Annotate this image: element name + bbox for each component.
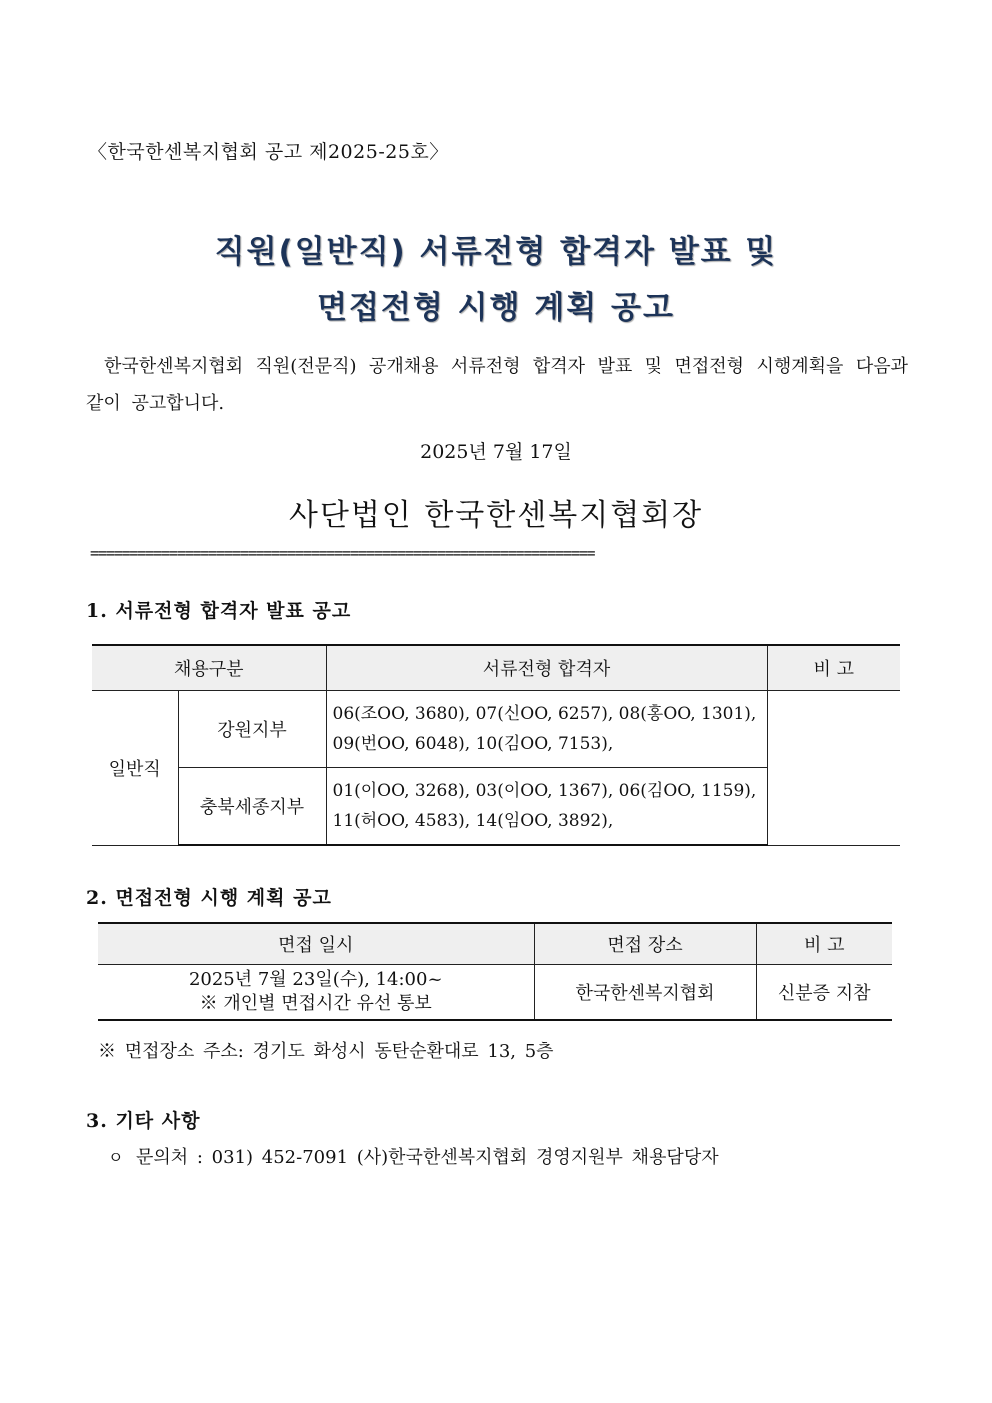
interview-place: 한국한센복지협회 [534,965,756,1021]
contact-text: 문의처 : 031) 452-7091 (사)한국한센복지협회 경영지원부 채용담당자 [136,1147,719,1168]
passer-list [326,768,767,846]
table-row [92,691,900,768]
interview-date: 2025년 7월 23일(수), 14:00~ [188,969,443,990]
table-header-row [98,923,892,965]
interview-note: 신분증 지참 [756,965,892,1021]
section2-heading: 2. 면접전형 시행 계획 공고 [86,887,332,909]
section3-heading: 3. 기타 사항 [86,1110,201,1132]
table-header-row [92,645,900,691]
contact-line [108,1143,719,1169]
interview-datetime [98,965,534,1021]
page-title-line2: 면접전형 시행 계획 공고 [317,290,675,326]
notice-number: 〈한국한센복지협회 공고 제2025-25호〉 [88,141,449,163]
table-row [98,965,892,1021]
announcement-date: 2025년 7월 17일 [420,441,572,463]
header-interview-place: 면접 장소 [534,923,756,965]
intro-text: 한국한센복지협회 직원(전문직) 공개채용 서류전형 합격자 발표 및 면접전형 시행계획을 다음과 같이 공고합니다. [86,356,908,414]
branch-name: 충북세종지부 [178,768,326,846]
interview-time-note: ※ 개인별 면접시간 유선 통보 [199,993,432,1014]
section1-heading: 1. 서류전형 합격자 발표 공고 [86,600,352,622]
bullet-marker: ㅇ [108,1148,124,1167]
header-note: 비 고 [767,645,900,691]
passer-line: 01(이OO, 3268), 03(이OO, 1367), 06(김OO, 1159), [332,781,757,801]
job-category: 일반직 [92,691,178,846]
passer-line: 06(조OO, 3680), 07(신OO, 6257), 08(홍OO, 1301), [332,704,757,724]
passer-list [326,691,767,768]
header-category: 채용구분 [92,645,326,691]
passer-line: 11(허OO, 4583), 14(임OO, 3892), [332,811,614,831]
header-interview-datetime: 면접 일시 [98,923,534,965]
interview-address: ※ 면접장소 주소: 경기도 화성시 동탄순환대로 13, 5층 [98,1041,554,1062]
organization-name: 사단법인 한국한센복지협회장 [288,498,704,533]
header-note: 비 고 [756,923,892,965]
intro-paragraph [86,348,908,422]
note-cell [767,691,900,846]
document-pass-table [92,644,900,846]
header-passers: 서류전형 합격자 [326,645,767,691]
separator-line: ================================================================ [90,544,595,562]
branch-name: 강원지부 [178,691,326,768]
passer-line: 09(번OO, 6048), 10(김OO, 7153), [332,734,614,754]
interview-plan-table [98,922,892,1021]
page-title-line1: 직원(일반직) 서류전형 합격자 발표 및 [214,234,778,270]
